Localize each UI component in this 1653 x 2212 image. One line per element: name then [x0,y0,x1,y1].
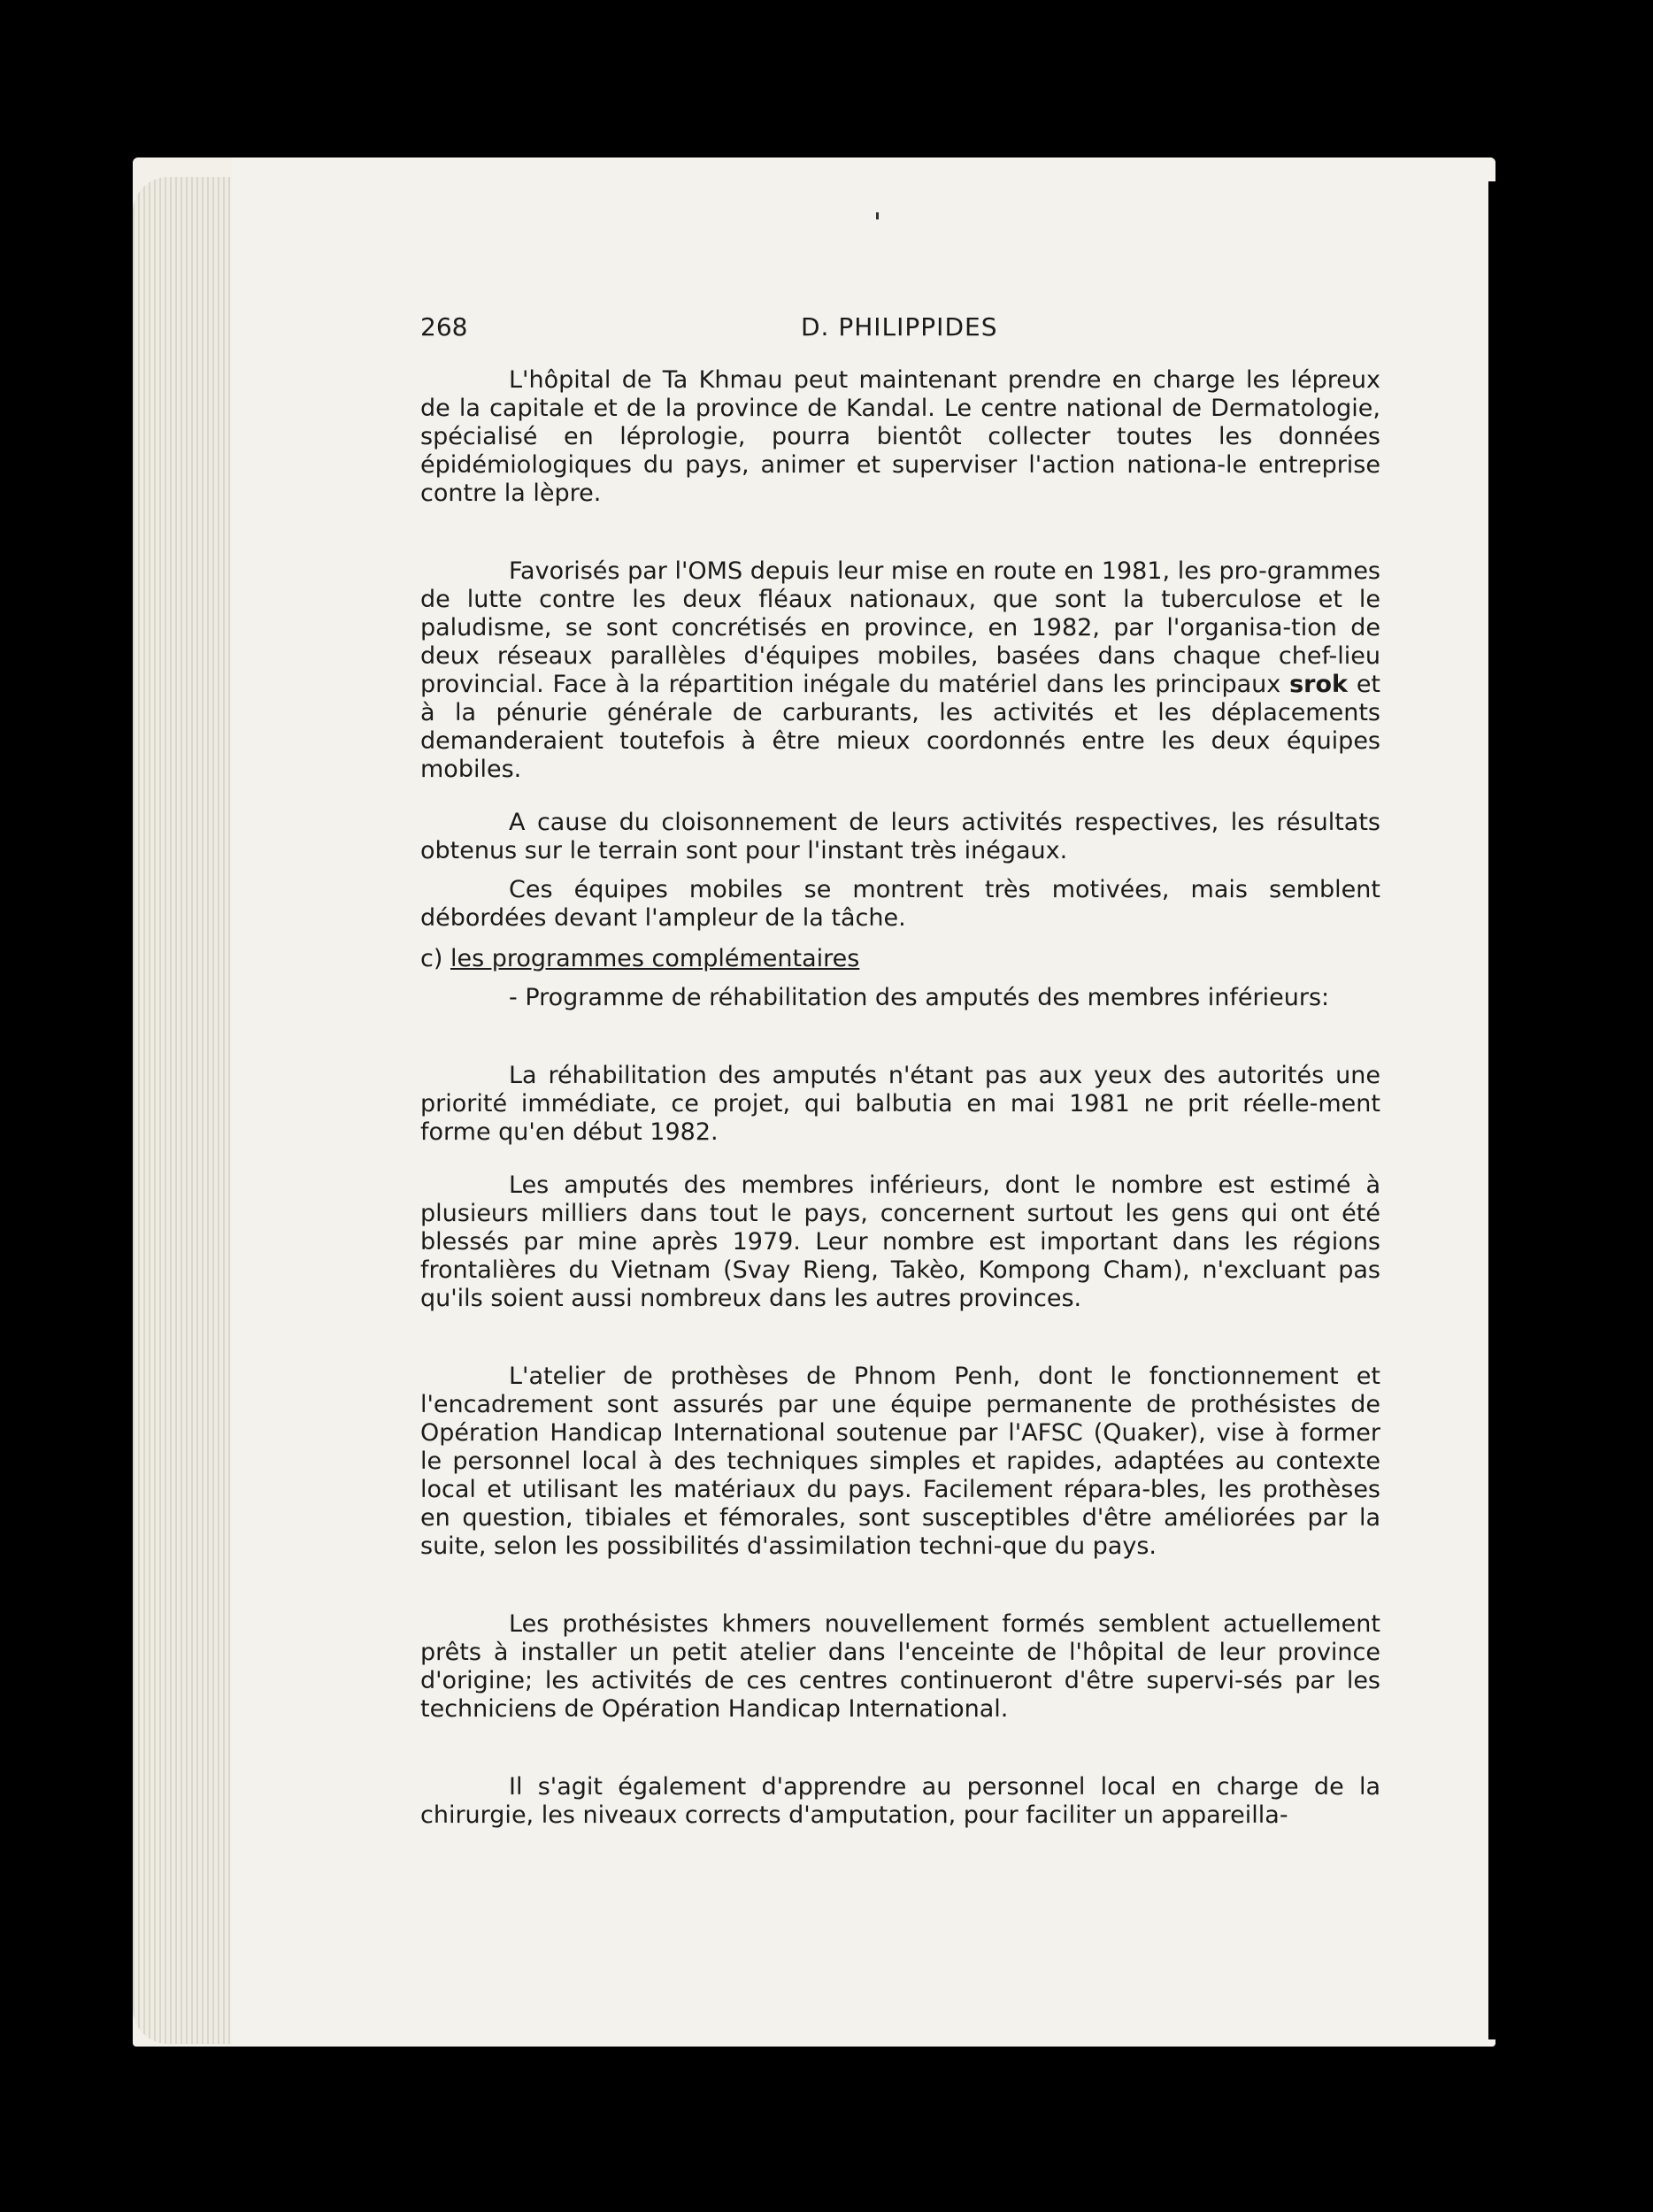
paragraph-mobile-teams: Ces équipes mobiles se montrent très motivées, mais semblent débordées devant l'ampleur de la tâche. [420,876,1380,932]
stray-mark [876,212,879,219]
paragraph-oms-part2: et à la pénurie générale de carburants, les activités et les déplacements demanderaient toutefois à être mieux coordonnés entre les deux équipes mobiles. [420,671,1381,783]
page-number: 268 [420,312,468,342]
page-edges [133,177,230,2044]
paragraph-surgery: Il s'agit également d'apprendre au personnel local en charge de la chirurgie, les niveaux corrects d'amputation, pour faciliter un appareilla- [420,1773,1380,1829]
paragraph-leprosy: L'hôpital de Ta Khmau peut maintenant prendre en charge les lépreux de la capitale et de la province de Kandal. Le centre national de Dermatologie, spécialisé en léprologie, pourra bientôt collecter toutes les données épidémiologiques du pays, animer et superviser l'action nationa-le entreprise contre la lèpre. [420,366,1380,507]
paragraph-prosthesis-workshop: L'atelier de prothèses de Phnom Penh, dont le fonctionnement et l'encadrement sont assurés par une équipe permanente de prothésistes de Opération Handicap International soutenue par l'AFSC (Quaker), vise à former le personnel local à des techniques simples et rapides, adaptées au contexte local et utilisant les matériaux du pays. Facilement répara-bles, les prothèses en question, tibiales et fémorales, sont susceptibles d'être améliorées par la suite, selon les possibilités d'assimilation techni-que du pays. [420,1363,1380,1560]
page-gutter-shadow [1488,181,1524,2039]
paragraph-rehabilitation: La réhabilitation des amputés n'étant pas aux yeux des autorités une priorité immédiate, ce projet, qui balbutia en mai 1981 ne prit réelle-ment forme qu'en début 1982. [420,1062,1380,1146]
page-header [420,308,1380,354]
page-text [420,308,1380,1830]
section-title: les programmes complémentaires [450,945,860,972]
paragraph-amputees: Les amputés des membres inférieurs, dont le nombre est estimé à plusieurs milliers dans tout le pays, concernent surtout les gens qui ont été blessés par mine après 1979. Leur nombre est important dans les régions frontalières du Vietnam (Svay Rieng, Takèo, Kompong Cham), n'excluant pas qu'ils soient aussi nombreux dans les autres provinces. [420,1171,1380,1312]
paragraph-khmer-prosthetists: Les prothésistes khmers nouvellement formés semblent actuellement prêts à installer un petit atelier dans l'enceinte de l'hôpital de leur province d'origine; les activités de ces centres continueront d'être supervi-sés par les techniciens de Opération Handicap International. [420,1610,1380,1723]
paragraph-oms-programmes [420,557,1380,784]
paragraph-results: A cause du cloisonnement de leurs activités respectives, les résultats obtenus sur le terrain sont pour l'instant très inégaux. [420,809,1380,864]
section-heading [420,945,1380,973]
paragraph-oms-part1: Favorisés par l'OMS depuis leur mise en route en 1981, les pro-grammes de lutte contre les deux fléaux nationaux, que sont la tuberculose et le paludisme, se sont concrétisés en province, en 1982, par l'organisa-tion de deux réseaux parallèles d'équipes mobiles, basées dans chaque chef-lieu provincial. Face à la répartition inégale du matériel dans les principaux [420,557,1380,698]
term-srok: srok [1289,671,1348,698]
running-head: D. PHILIPPIDES [801,312,998,342]
subheading-rehabilitation: - Programme de réhabilitation des amputés des membres inférieurs: [509,984,1330,1011]
section-prefix: c) [420,945,450,972]
